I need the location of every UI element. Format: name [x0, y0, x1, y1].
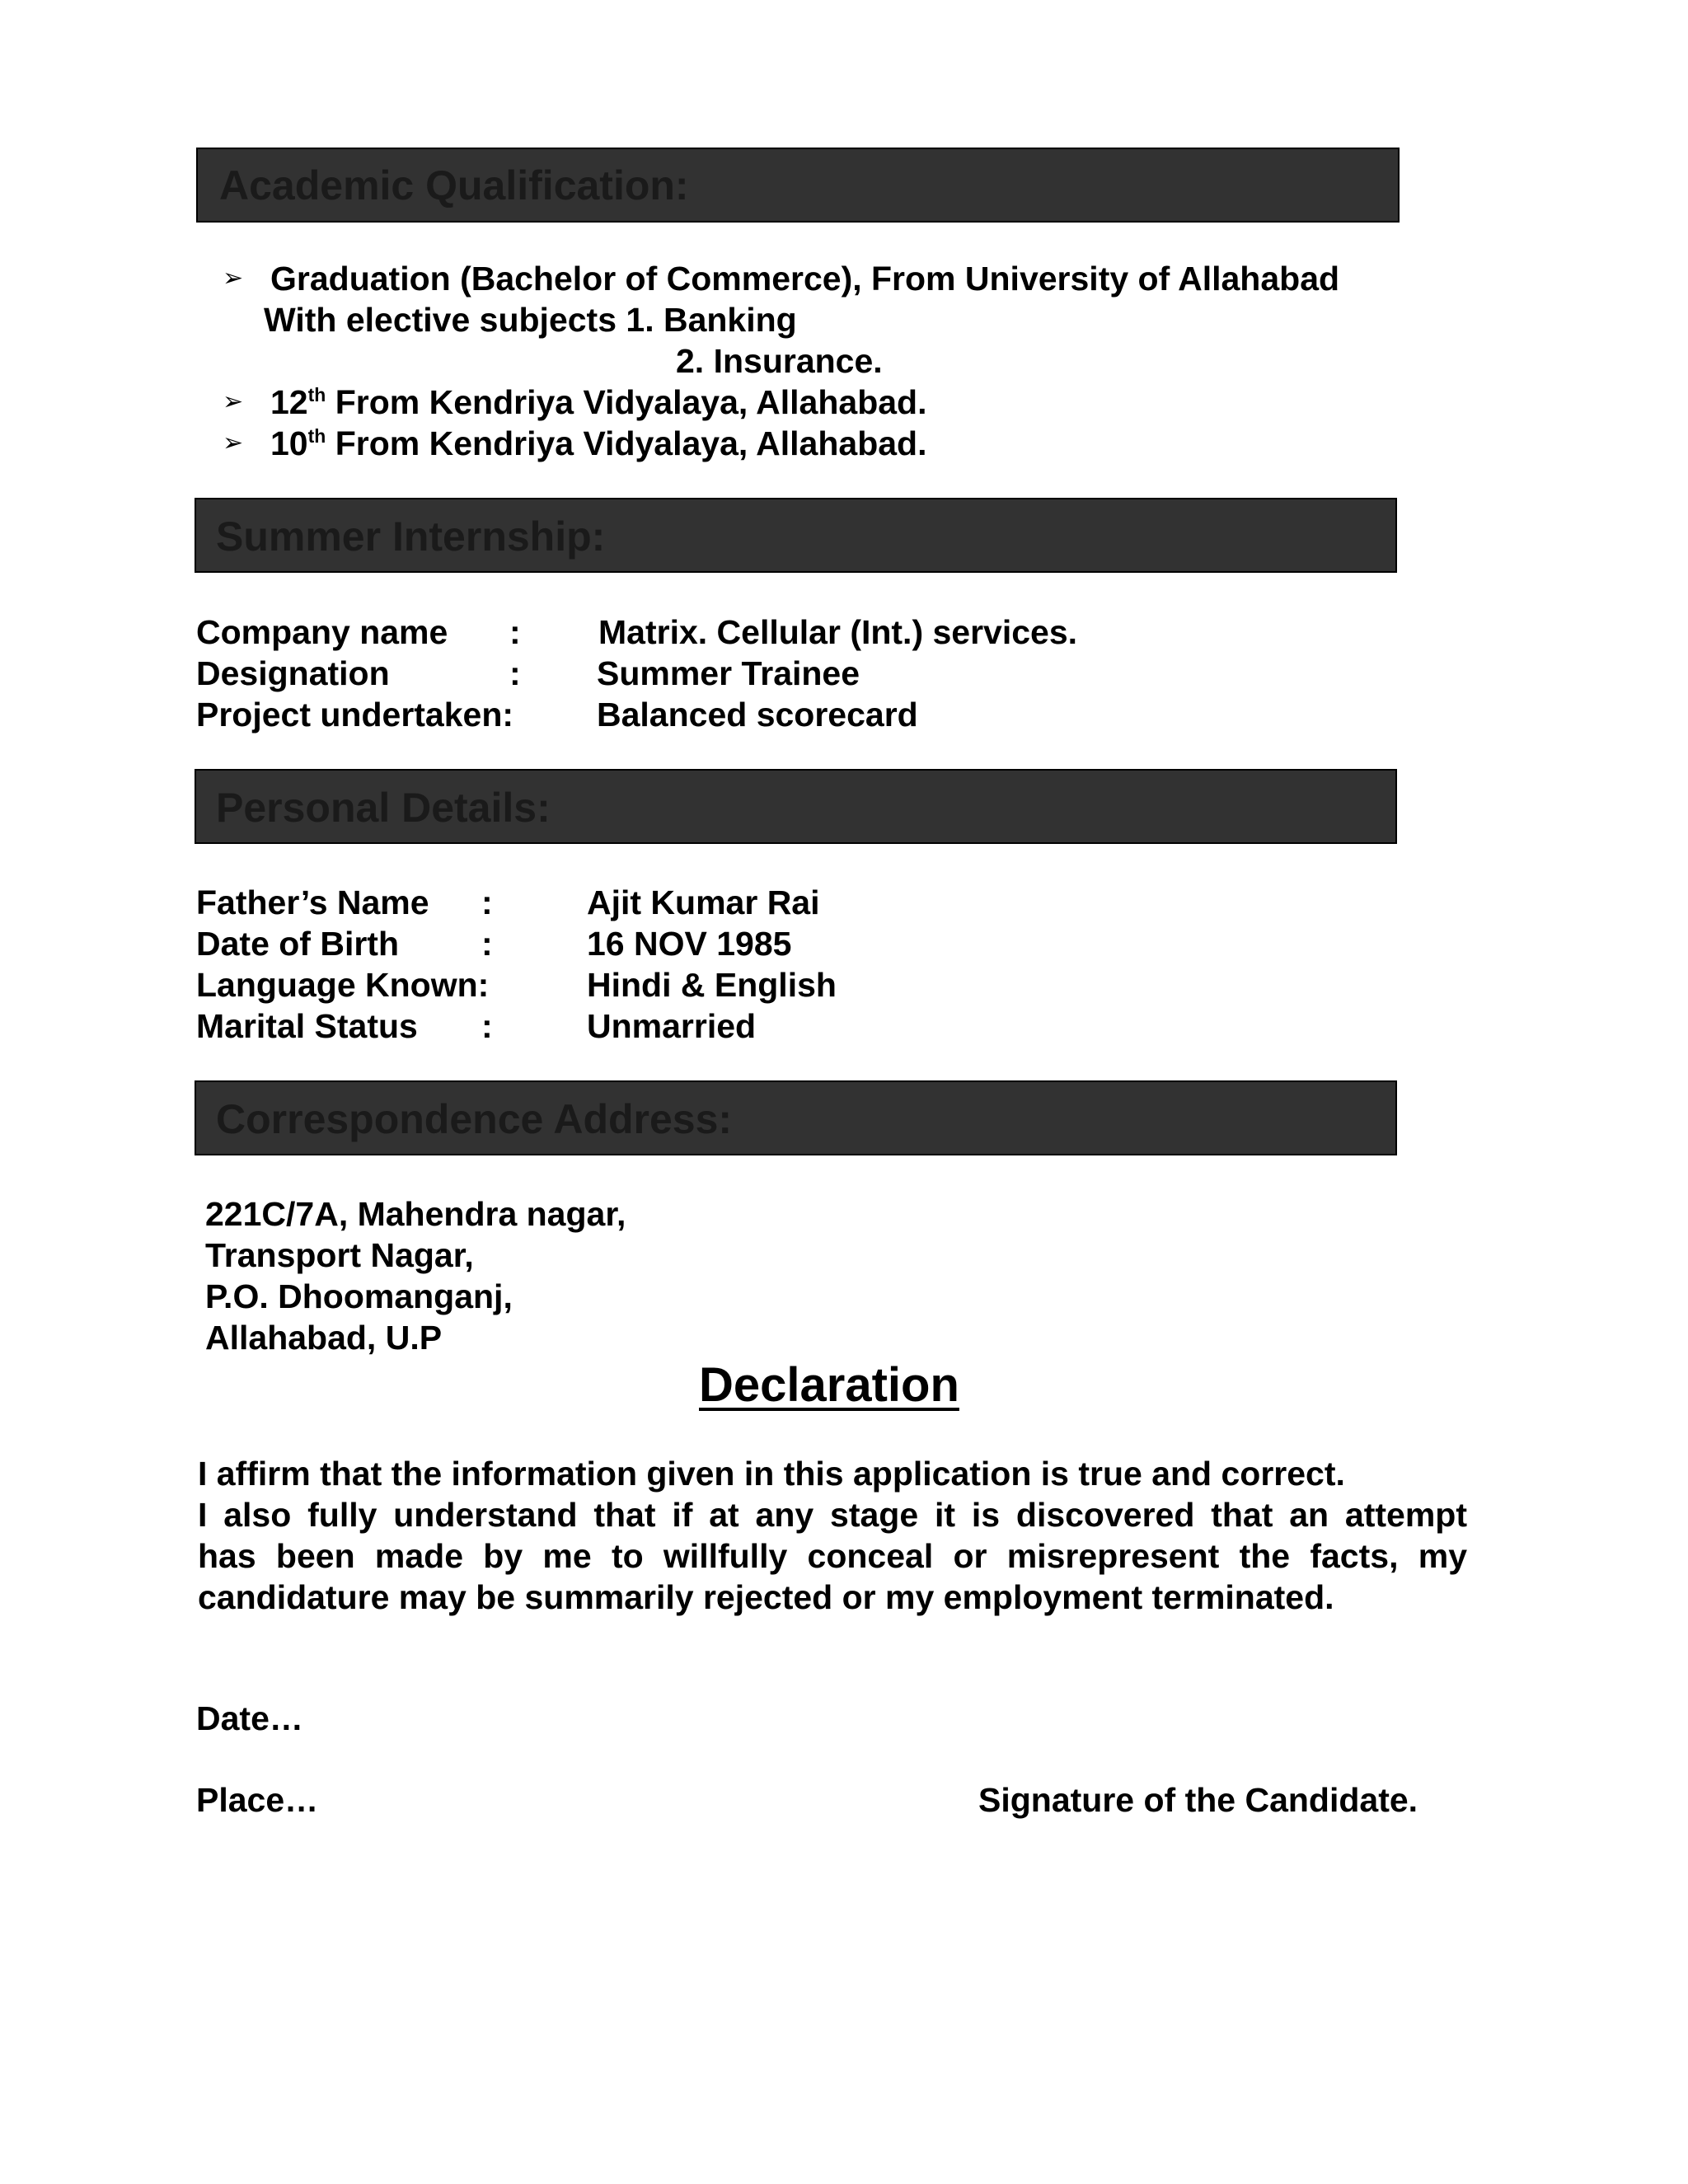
- date-label: Date…: [196, 1699, 303, 1737]
- personal-value-marital: Unmarried: [587, 1007, 757, 1045]
- personal-label-father: Father’s Name: [196, 883, 429, 921]
- personal-value-father: Ajit Kumar Rai: [587, 883, 820, 921]
- signature-label: Signature of the Candidate.: [978, 1781, 1418, 1819]
- personal-label-marital: Marital Status: [196, 1007, 418, 1045]
- address-line: Allahabad, U.P: [205, 1319, 443, 1357]
- declaration-line: I also fully understand that if at any stage it is discovered that an attempt: [198, 1496, 1467, 1534]
- internship-label-company: Company name: [196, 613, 448, 651]
- declaration-line: I affirm that the information given in this application is true and correct.: [198, 1455, 1345, 1493]
- academic-section-title: Academic Qualification:: [219, 162, 689, 209]
- personal-sep-marital: :: [481, 1007, 493, 1045]
- internship-sep-designation: :: [509, 654, 521, 692]
- tenth-text: [270, 423, 926, 464]
- personal-value-language: Hindi & English: [587, 966, 837, 1004]
- internship-label-designation: Designation: [196, 654, 390, 692]
- arrow-bullet-icon: ➢: [223, 264, 244, 293]
- declaration-paragraph: [198, 1453, 1467, 1618]
- tenth-superscript: th: [307, 425, 326, 447]
- internship-value-company: Matrix. Cellular (Int.) services.: [598, 613, 1078, 651]
- declaration-line: has been made by me to willfully conceal or misrepresent the facts, my: [198, 1537, 1467, 1575]
- graduation-text: Graduation (Bachelor of Commerce), From University of Allahabad: [270, 260, 1340, 298]
- twelfth-school: From Kendriya Vidyalaya, Allahabad.: [326, 383, 927, 421]
- declaration-heading: Declaration: [699, 1358, 959, 1412]
- twelfth-superscript: th: [307, 384, 326, 405]
- personal-label-dob: Date of Birth: [196, 925, 399, 963]
- twelfth-text: [270, 382, 926, 423]
- internship-value-designation: Summer Trainee: [597, 654, 860, 692]
- place-label: Place…: [196, 1781, 319, 1819]
- personal-label-language: Language Known:: [196, 966, 490, 1004]
- internship-value-project: Balanced scorecard: [597, 696, 918, 733]
- address-line: Transport Nagar,: [205, 1236, 474, 1274]
- internship-label-project: Project undertaken:: [196, 696, 514, 733]
- twelfth-number: 12: [270, 383, 308, 421]
- elective-second-text: 2. Insurance.: [676, 342, 883, 380]
- arrow-bullet-icon: ➢: [223, 387, 244, 416]
- personal-sep-father: :: [481, 883, 493, 921]
- internship-section-title: Summer Internship:: [216, 513, 606, 560]
- personal-section-title: Personal Details:: [216, 785, 551, 831]
- personal-sep-dob: :: [481, 925, 493, 963]
- declaration-line: candidature may be summarily rejected or my employment terminated.: [198, 1578, 1334, 1616]
- address-line: P.O. Dhoomanganj,: [205, 1277, 513, 1315]
- tenth-school: From Kendriya Vidyalaya, Allahabad.: [326, 424, 927, 462]
- elective-text: With elective subjects 1. Banking: [264, 301, 797, 339]
- internship-sep-company: :: [509, 613, 521, 651]
- tenth-number: 10: [270, 424, 308, 462]
- address-line: 221C/7A, Mahendra nagar,: [205, 1195, 626, 1233]
- personal-value-dob: 16 NOV 1985: [587, 925, 792, 963]
- address-section-title: Correspondence Address:: [216, 1096, 733, 1142]
- arrow-bullet-icon: ➢: [223, 429, 244, 457]
